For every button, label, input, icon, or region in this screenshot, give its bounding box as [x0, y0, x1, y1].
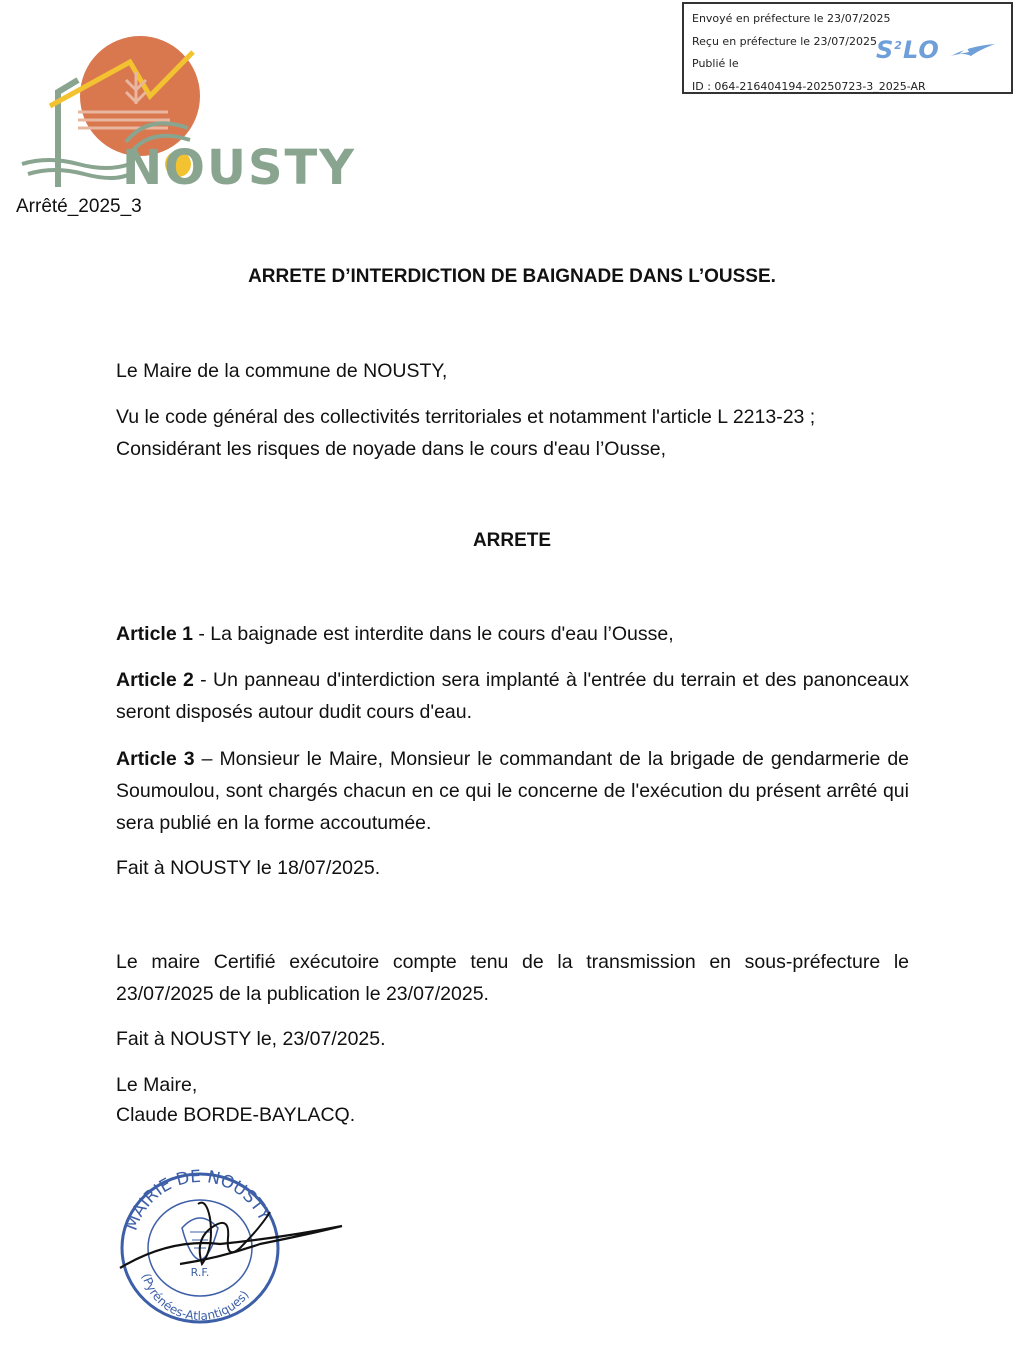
done-at-date-1: Fait à NOUSTY le 18/07/2025. — [116, 857, 381, 879]
s2lo-logo: $S^2LO$ — [876, 36, 997, 64]
nousty-logo — [18, 32, 357, 197]
document-title: ARRETE D’INTERDICTION DE BAIGNADE DANS L’OUSSE. — [248, 266, 776, 287]
preamble-mayor: Le Maire de la commune de NOUSTY, — [116, 360, 448, 382]
article-2-text: Un panneau d'interdiction sera implanté à l'entrée du terrain et des panonceaux seront disposés autour dudit cours d'eau. — [116, 669, 909, 723]
decree-reference: Arrêté_2025_3 — [16, 196, 142, 217]
seal-bottom-text: (Pyrénées-Atlantiques) — [138, 1271, 252, 1324]
decree-heading: ARRETE — [472, 530, 552, 551]
article-1-label: Article 1 — [116, 623, 193, 645]
prefecture-stamp-box — [682, 2, 1013, 94]
logo-text: NOUSTY — [122, 140, 357, 196]
stamp-received-date: Reçu en préfecture le 23/07/2025 — [692, 35, 877, 48]
article-2 — [116, 664, 909, 728]
s2lo-swoosh-icon — [949, 42, 997, 60]
article-1-separator: - — [192, 623, 211, 645]
article-2-label: Article 2 — [116, 669, 194, 691]
signatory-name: Claude BORDE-BAYLACQ. — [116, 1104, 356, 1126]
stamp-sent-date: Envoyé en préfecture le 23/07/2025 — [692, 12, 891, 25]
preamble-vu: Vu le code général des collectivités territoriales et notamment l'article L 2213-23 ; — [116, 406, 816, 428]
article-3-text: Monsieur le Maire, Monsieur le commandant de la brigade de gendarmerie de Soumoulou, sont chargés chacun en ce qui le concerne de l'exécution du présent arrêté qui sera publié en la forme accoutumée. — [116, 748, 910, 834]
signature-stroke-icon — [120, 1226, 342, 1268]
stamp-id: ID : 064-216404194-20250723-3_2025-AR — [692, 80, 926, 93]
stamp-published: Publié le — [692, 57, 739, 70]
seal-center-text: R.F. — [190, 1266, 210, 1279]
article-1 — [116, 618, 909, 650]
certification-text: Le maire Certifié exécutoire compte tenu de la transmission en sous-préfecture le 23/07/2025 de la publication le 23/07/2025. — [116, 951, 909, 1005]
seal-top-text: MAIRIE DE NOUSTY — [121, 1168, 275, 1234]
done-at-date-2: Fait à NOUSTY le, 23/07/2025. — [116, 1028, 386, 1050]
official-seal — [110, 1168, 350, 1333]
article-3-separator: – — [194, 748, 220, 770]
article-3-label: Article 3 — [116, 748, 195, 770]
article-1-text: La baignade est interdite dans le cours d'eau l’Ousse, — [210, 623, 674, 645]
article-2-separator: - — [193, 669, 213, 691]
preamble-considerant: Considérant les risques de noyade dans le cours d'eau l’Ousse, — [116, 438, 667, 460]
signatory-role: Le Maire, — [116, 1074, 198, 1096]
article-3 — [116, 743, 909, 839]
seal-and-signature — [110, 1168, 350, 1328]
